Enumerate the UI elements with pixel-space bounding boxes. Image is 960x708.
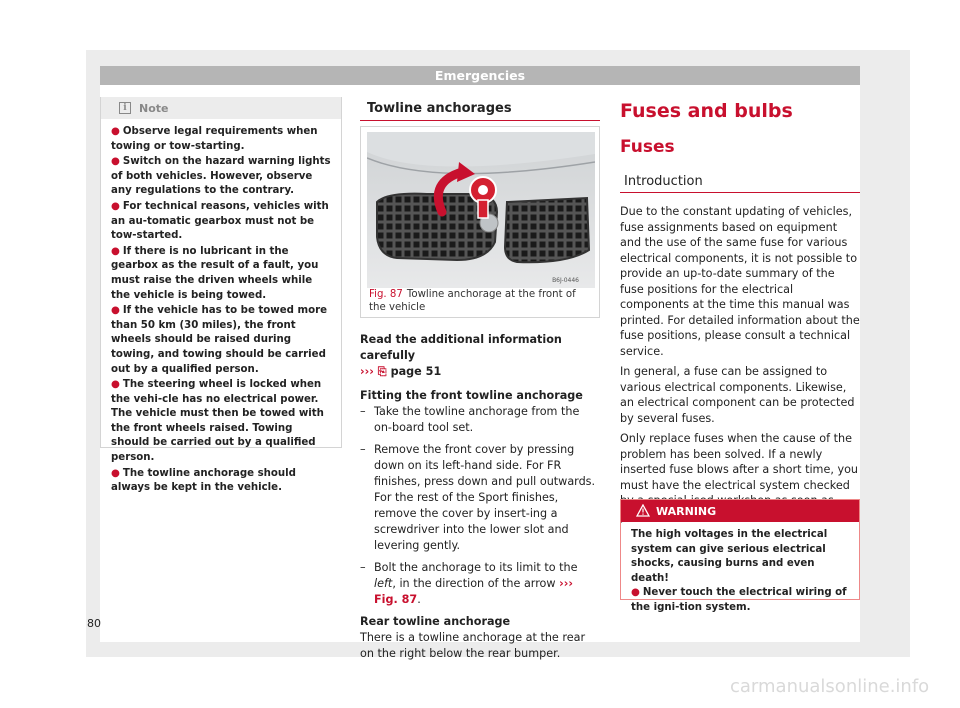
note-item: ● If there is no lubricant in the gearbox as the result of a fault, you must raise the driven wheels while the vehicle is being towed. (111, 245, 319, 301)
book-icon: ⎘ (377, 365, 387, 378)
bullet-icon: ● (111, 126, 120, 137)
note-body (101, 119, 341, 496)
note-item: ● For technical reasons, vehicles with an au-tomatic gearbox must not be tow-started. (111, 200, 329, 242)
figure-87 (360, 126, 600, 318)
warning-title: WARNING (656, 504, 717, 518)
bullet-icon: ● (111, 200, 120, 212)
section-header: Emergencies (100, 66, 860, 85)
page-reference[interactable]: page 51 (390, 365, 442, 378)
section-title: Fuses (620, 137, 675, 157)
figure-caption (369, 288, 595, 314)
bullet-icon: ● (111, 379, 120, 391)
warning-icon (636, 504, 650, 517)
warning-body (621, 522, 859, 615)
figure-number: Fig. 87 (369, 289, 403, 300)
section-rule (360, 120, 600, 121)
paragraph: Only replace fuses when the cause of the problem has been solved. If a newly inserted fuse blows after a short time, you must have the electrical system checked (620, 432, 859, 492)
chapter-title: Fuses and bulbs (620, 100, 793, 122)
towline-anchorage-image (367, 132, 595, 288)
warning-bullet: ● Never touch the electrical wiring of the igni-tion system. (631, 587, 847, 613)
rear-text: There is a towline anchorage at the rear on the right below the rear bumper. (360, 631, 586, 660)
page-number: 80 (87, 617, 101, 630)
figure-reference[interactable]: ››› Fig. 87 (374, 577, 573, 606)
note-item: ● Switch on the hazard warning lights of both vehicles. However, observe any regulations to the contrary. (111, 156, 331, 197)
note-item: ● If the vehicle has to be towed more than 50 km (30 miles), the front wheels should be raised during towing, and towing should be carried out by a qualified person. (111, 305, 327, 375)
rear-title: Rear towline anchorage (360, 615, 511, 628)
figure-code: B6J-0446 (552, 277, 579, 284)
note-box (100, 97, 342, 494)
arrows-glyph: ››› (360, 365, 374, 378)
step-item: – Remove the front cover by pressing down on its left-hand side. For FR finishes, press down and pull outwards. For the rest of the Sport finishes, remove the cover by insert-ing a screwdriver into the lower slot and levering gently. (360, 443, 596, 552)
section-title: Towline anchorages (367, 101, 512, 116)
bullet-icon: ● (111, 245, 120, 257)
towline-text (360, 332, 600, 662)
front-title: Fitting the front towline anchorage (360, 389, 583, 402)
fuses-text (620, 204, 860, 529)
paragraph: Due to the constant updating of vehicles, fuse assignments based on equipment and the use of the same fuse for various electrical components, it is not possible to provide an up-to-date summary of the fuse positions for the electrical components at the time this manual was printed. For detailed information about the fuse positions, please consult a technical service. (620, 205, 860, 358)
note-item: ● The towline anchorage should always be kept in the vehicle. (111, 467, 296, 494)
note-item: ● The steering wheel is locked when the vehi-cle has no electrical power. The vehicle must then be towed with the front wheels raised. Towing should be carried out by a qualified person. (111, 379, 324, 464)
read-more: Read the additional information carefully ››› ⎘ page 51 (360, 333, 562, 378)
info-icon: i (119, 102, 131, 114)
bullet-icon: ● (111, 467, 120, 479)
subsection-title: Introduction (624, 174, 703, 189)
bullet-icon: ● (111, 156, 120, 168)
paragraph: In general, a fuse can be assigned to various electrical components. Likewise, an electrical component can be protected by several fuses. (620, 365, 855, 425)
watermark: carmanualsonline.info (730, 676, 930, 697)
bullet-icon: ● (111, 305, 120, 317)
note-title: Note (139, 101, 169, 115)
warning-box (620, 499, 860, 613)
step-item: – Bolt the anchorage to its limit to the left, in the direction of the arrow ››› Fig. 87. (360, 561, 578, 606)
subsection-rule (620, 192, 860, 193)
note-header (101, 97, 341, 119)
bullet-icon: ● (631, 587, 640, 598)
note-item: ● Observe legal requirements when towing or tow-starting. (111, 126, 318, 152)
warning-header (621, 500, 859, 522)
step-item: – Take the towline anchorage from the on-board tool set. (360, 405, 580, 434)
warning-text: The high voltages in the electrical system can give serious electrical shocks, causing burns and even death! (631, 529, 828, 584)
figure-caption-text: Towline anchorage at the front of the vehicle (369, 289, 576, 313)
